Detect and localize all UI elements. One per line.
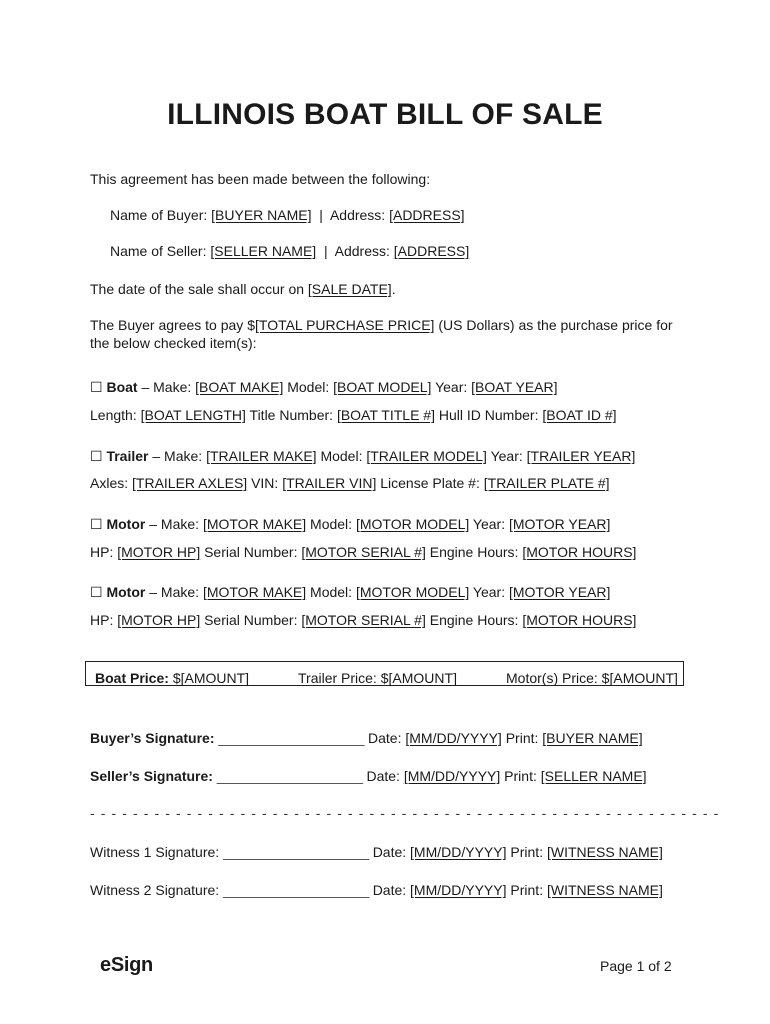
- print-label: Print:: [505, 730, 539, 746]
- motor1-checkbox[interactable]: ☐: [90, 516, 103, 532]
- title-number-label: Title Number:: [249, 407, 334, 423]
- hp-label: HP:: [90, 544, 114, 560]
- boat-price-field[interactable]: $[AMOUNT]: [172, 670, 250, 686]
- boat-row-1: [90, 378, 558, 396]
- boat-length-field[interactable]: [BOAT LENGTH]: [140, 407, 246, 423]
- witness1-date-field[interactable]: [MM/DD/YYYY]: [410, 844, 507, 860]
- license-plate-label: License Plate #:: [380, 475, 480, 491]
- buyer-address-field[interactable]: [ADDRESS]: [389, 207, 465, 223]
- sale-date-line: [90, 280, 396, 298]
- boat-title-field[interactable]: [BOAT TITLE #]: [336, 407, 435, 423]
- seller-address-field[interactable]: [ADDRESS]: [393, 243, 470, 259]
- seller-signature-label: Seller’s Signature:: [90, 768, 213, 784]
- sale-date-prefix: The date of the sale shall occur on: [90, 281, 305, 297]
- trailer-price-field[interactable]: [AMOUNT]: [388, 670, 457, 686]
- make-label: – Make:: [149, 516, 200, 532]
- motor2-row-2: [90, 611, 636, 629]
- trailer-row-2: [90, 474, 610, 492]
- boat-year-field[interactable]: [BOAT YEAR]: [471, 379, 558, 395]
- boat-label: Boat: [106, 379, 138, 395]
- esign-logo: eSign: [100, 954, 153, 976]
- motor2-make-field[interactable]: [MOTOR MAKE]: [202, 584, 307, 600]
- witness2-print-field[interactable]: [WITNESS NAME]: [546, 882, 663, 898]
- payment-prefix: The Buyer agrees to pay $: [90, 317, 255, 333]
- seller-address-label: Address:: [334, 243, 390, 259]
- motor1-serial-field[interactable]: [MOTOR SERIAL #]: [301, 544, 426, 560]
- separator: |: [319, 207, 323, 223]
- payment-paragraph: [90, 316, 680, 352]
- motor1-year-field[interactable]: [MOTOR YEAR]: [508, 516, 611, 532]
- trailer-vin-field[interactable]: [TRAILER VIN]: [282, 475, 377, 491]
- hull-id-label: Hull ID Number:: [438, 407, 539, 423]
- trailer-plate-field[interactable]: [TRAILER PLATE #]: [483, 475, 610, 491]
- axles-label: Axles:: [90, 475, 129, 491]
- model-label: Model:: [287, 379, 330, 395]
- length-label: Length:: [90, 407, 137, 423]
- buyer-date-field[interactable]: [MM/DD/YYYY]: [405, 730, 502, 746]
- witness1-signature-line[interactable]: ____________________: [223, 844, 369, 860]
- trailer-price-label: Trailer Price: $: [298, 670, 389, 686]
- buyer-line: [110, 206, 465, 224]
- boat-row-2: [90, 406, 617, 424]
- motor-label: Motor: [106, 584, 146, 600]
- motor-price-field[interactable]: [AMOUNT]: [609, 670, 678, 686]
- year-label: Year:: [490, 448, 523, 464]
- intro-text: This agreement has been made between the following:: [90, 171, 431, 187]
- witness2-date-field[interactable]: [MM/DD/YYYY]: [410, 882, 507, 898]
- witness2-signature-line[interactable]: ____________________: [223, 882, 369, 898]
- witness1-signature-label: Witness 1 Signature:: [90, 844, 220, 860]
- motor1-row-1: [90, 515, 610, 533]
- serial-label: Serial Number:: [204, 544, 298, 560]
- motor-label: Motor: [106, 516, 146, 532]
- motor1-make-field[interactable]: [MOTOR MAKE]: [202, 516, 307, 532]
- trailer-row-1: [90, 447, 635, 465]
- make-label: – Make:: [149, 584, 200, 600]
- total-price-field[interactable]: [TOTAL PURCHASE PRICE]: [255, 317, 435, 333]
- motor2-serial-field[interactable]: [MOTOR SERIAL #]: [301, 612, 426, 628]
- boat-checkbox[interactable]: ☐: [90, 379, 103, 395]
- seller-signature-row: [90, 767, 647, 785]
- year-label: Year:: [472, 516, 506, 532]
- motor1-model-field[interactable]: [MOTOR MODEL]: [355, 516, 470, 532]
- date-label: Date:: [372, 882, 407, 898]
- trailer-make-field[interactable]: [TRAILER MAKE]: [206, 448, 317, 464]
- trailer-axles-field[interactable]: [TRAILER AXLES]: [132, 475, 248, 491]
- print-label: Print:: [510, 844, 544, 860]
- seller-signature-line[interactable]: ____________________: [216, 768, 363, 784]
- separator: |: [323, 243, 328, 259]
- boat-price: [95, 669, 249, 687]
- motor1-row-2: [90, 543, 636, 561]
- trailer-price: [298, 669, 457, 687]
- motor2-hp-field[interactable]: [MOTOR HP]: [117, 612, 201, 628]
- print-label: Print:: [510, 882, 544, 898]
- buyer-name-field[interactable]: [BUYER NAME]: [211, 207, 312, 223]
- boat-make-field[interactable]: [BOAT MAKE]: [195, 379, 284, 395]
- motor2-model-field[interactable]: [MOTOR MODEL]: [355, 584, 470, 600]
- buyer-address-label: Address:: [329, 207, 386, 223]
- engine-hours-label: Engine Hours:: [429, 612, 519, 628]
- date-label: Date:: [372, 844, 407, 860]
- motor2-year-field[interactable]: [MOTOR YEAR]: [508, 584, 611, 600]
- buyer-signature-row: [90, 729, 643, 747]
- boat-hull-id-field[interactable]: [BOAT ID #]: [542, 407, 617, 423]
- buyer-signature-line[interactable]: ____________________: [218, 730, 365, 746]
- buyer-print-field[interactable]: [BUYER NAME]: [542, 730, 643, 746]
- sale-date-field[interactable]: [SALE DATE]: [307, 281, 392, 297]
- trailer-checkbox[interactable]: ☐: [90, 448, 103, 464]
- seller-line: [110, 242, 469, 260]
- motor1-hp-field[interactable]: [MOTOR HP]: [117, 544, 201, 560]
- boat-model-field[interactable]: [BOAT MODEL]: [333, 379, 432, 395]
- witness2-signature-row: [90, 881, 663, 899]
- year-label: Year:: [472, 584, 506, 600]
- make-label: – Make:: [141, 379, 192, 395]
- year-label: Year:: [435, 379, 468, 395]
- date-label: Date:: [366, 768, 400, 784]
- print-label: Print:: [504, 768, 537, 784]
- motor2-row-1: [90, 583, 610, 601]
- model-label: Model:: [310, 584, 353, 600]
- seller-label: Name of Seller:: [110, 243, 207, 259]
- serial-label: Serial Number:: [204, 612, 298, 628]
- motor1-hours-field[interactable]: [MOTOR HOURS]: [522, 544, 637, 560]
- seller-name-field[interactable]: [SELLER NAME]: [210, 243, 317, 259]
- buyer-label: Name of Buyer:: [110, 207, 208, 223]
- date-label: Date:: [368, 730, 402, 746]
- payment-suffix: (US Dollars) as the purchase price for the below checked item(s):: [90, 317, 673, 351]
- buyer-signature-label: Buyer’s Signature:: [90, 730, 215, 746]
- seller-print-field[interactable]: [SELLER NAME]: [540, 768, 647, 784]
- witness1-print-field[interactable]: [WITNESS NAME]: [546, 844, 663, 860]
- motor2-hours-field[interactable]: [MOTOR HOURS]: [522, 612, 637, 628]
- witness1-signature-row: [90, 843, 663, 861]
- trailer-label: Trailer: [106, 448, 149, 464]
- seller-date-field[interactable]: [MM/DD/YYYY]: [403, 768, 501, 784]
- motor-price: [506, 669, 678, 687]
- motor2-checkbox[interactable]: ☐: [90, 584, 103, 600]
- engine-hours-label: Engine Hours:: [429, 544, 519, 560]
- witness2-signature-label: Witness 2 Signature:: [90, 882, 220, 898]
- model-label: Model:: [320, 448, 363, 464]
- model-label: Model:: [310, 516, 353, 532]
- boat-price-label: Boat Price:: [95, 670, 169, 686]
- vin-label: VIN:: [251, 475, 279, 491]
- trailer-year-field[interactable]: [TRAILER YEAR]: [526, 448, 636, 464]
- motor-price-label: Motor(s) Price: $: [506, 670, 610, 686]
- document-title: ILLINOIS BOAT BILL OF SALE: [167, 98, 603, 131]
- trailer-model-field[interactable]: [TRAILER MODEL]: [366, 448, 487, 464]
- sale-date-suffix: .: [391, 281, 396, 297]
- section-divider: - - - - - - - - - - - - - - - - - - - - - - - - - - - - - - - - - - - - - - - - - - - - - - - - - - - - - - - - - - -: [90, 805, 720, 821]
- hp-label: HP:: [90, 612, 114, 628]
- make-label: – Make:: [152, 448, 203, 464]
- page-number: Page 1 of 2: [600, 958, 672, 974]
